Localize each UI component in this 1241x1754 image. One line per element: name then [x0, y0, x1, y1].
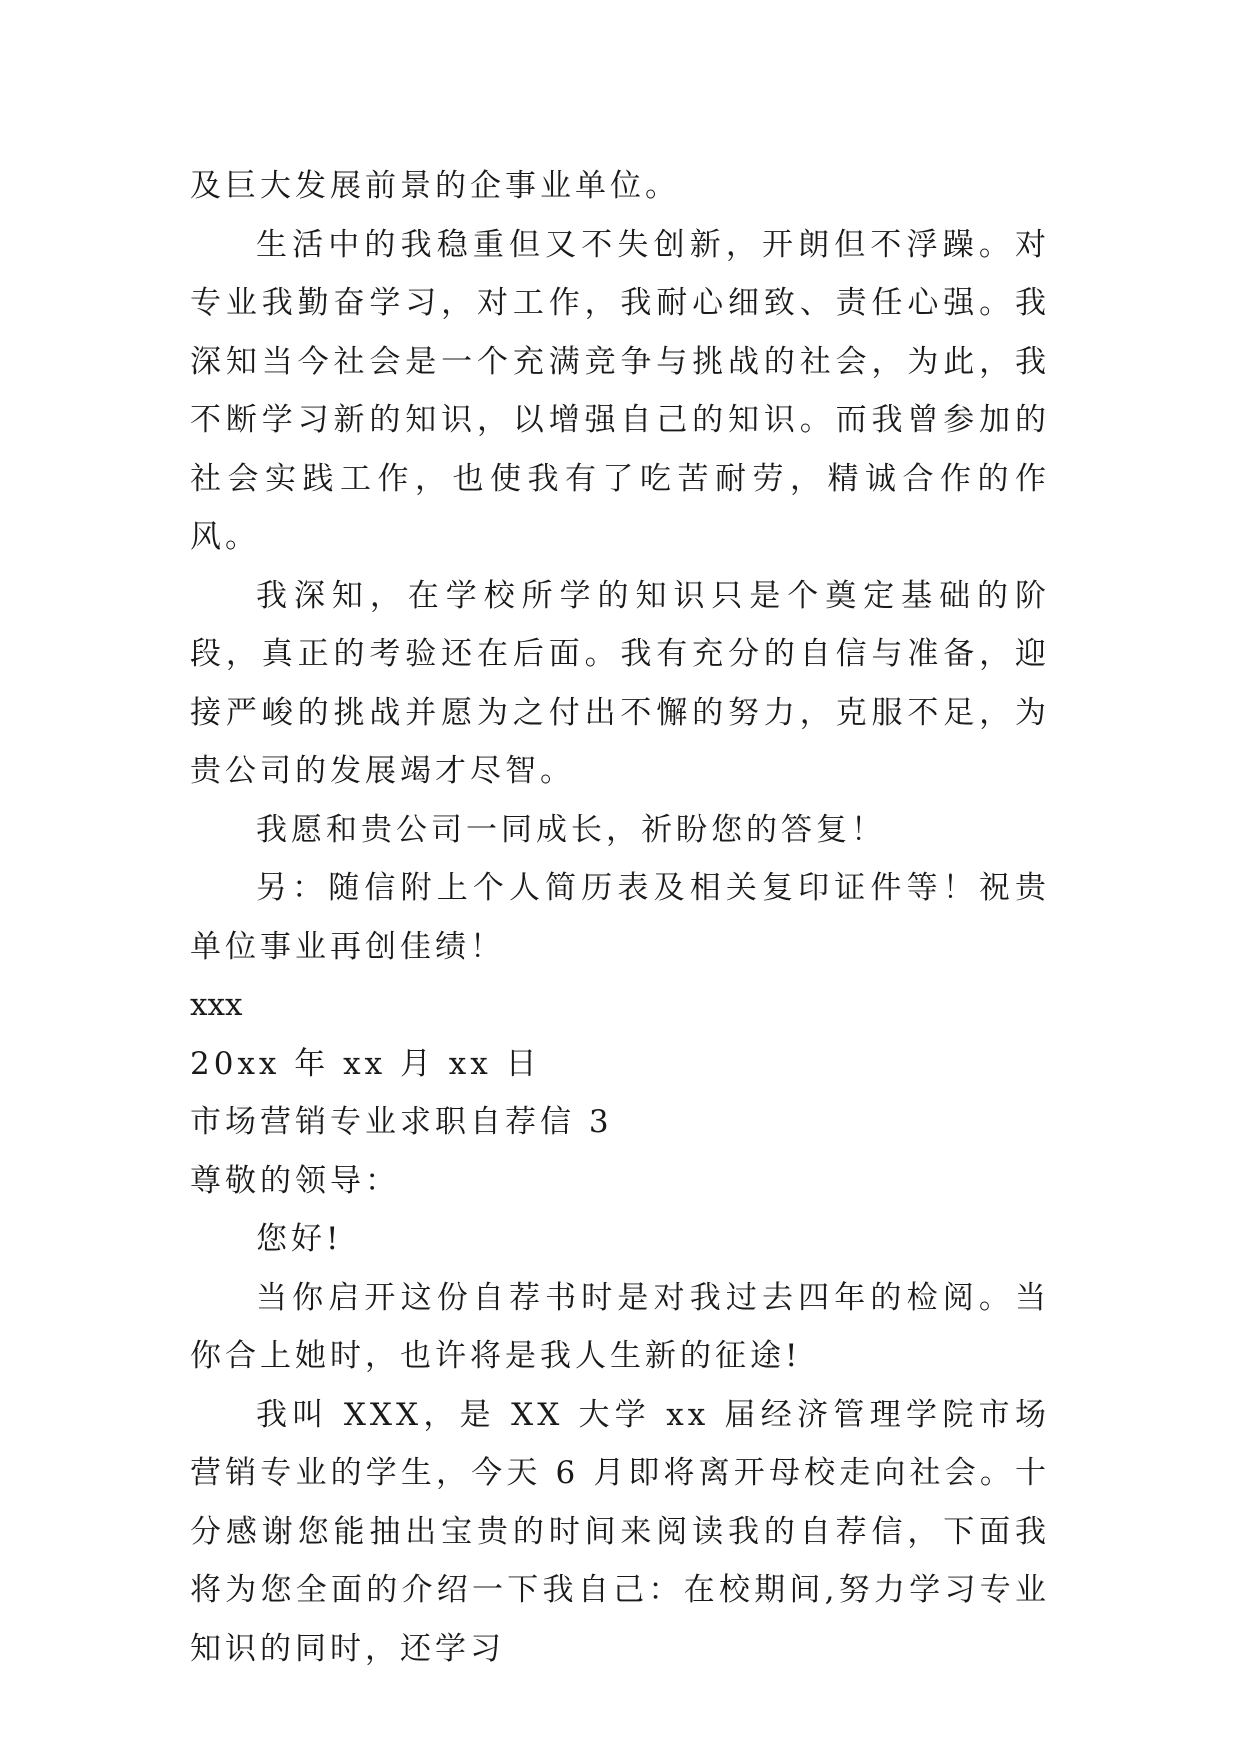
salutation: 尊敬的领导： — [190, 1162, 400, 1199]
greeting: 您好! — [256, 1221, 343, 1257]
paragraph-intro-end: 及巨大发展前景的企事业单位。 — [190, 168, 680, 204]
section-title: 市场营销专业求职自荐信 3 — [190, 1104, 613, 1140]
paragraph-knowledge: 我深知，在学校所学的知识只是个奠定基础的阶段，真正的考验还在后面。我有充分的自信与准备，迎接严峻的挑战并愿为之付出不懈的努力，克服不足，为贵公司的发展竭才尽智。 — [190, 577, 1050, 789]
paragraph-opening: 当你启开这份自荐书时是对我过去四年的检阅。当你合上她时，也许将是我人生新的征途! — [190, 1279, 1050, 1374]
letter-body — [190, 157, 1050, 1678]
paragraph-attachment-note: 另：随信附上个人简历表及相关复印证件等！祝贵单位事业再创佳绩！ — [190, 870, 1050, 965]
paragraph-personality: 生活中的我稳重但又不失创新，开朗但不浮躁。对专业我勤奋学习，对工作，我耐心细致、责任心强。我深知当今社会是一个充满竞争与挑战的社会，为此，我不断学习新的知识，以增强自己的知识。而我曾参加的社会实践工作，也使我有了吃苦耐劳，精诚合作的作风。 — [190, 226, 1050, 555]
paragraph-growth: 我愿和贵公司一同成长，祈盼您的答复！ — [256, 811, 886, 848]
signature-date: 20xx 年 xx 月 xx 日 — [190, 1045, 541, 1082]
signature-name: xxx — [190, 987, 243, 1023]
paragraph-self-introduction: 我叫 XXX，是 XX 大学 xx 届经济管理学院市场营销专业的学生，今天 6 月即将离开母校走向社会。十分感谢您能抽出宝贵的时间来阅读我的自荐信，下面我将为您全面的介绍一下我自己：在校期间,努力学习专业知识的同时，还学习 — [190, 1396, 1050, 1667]
